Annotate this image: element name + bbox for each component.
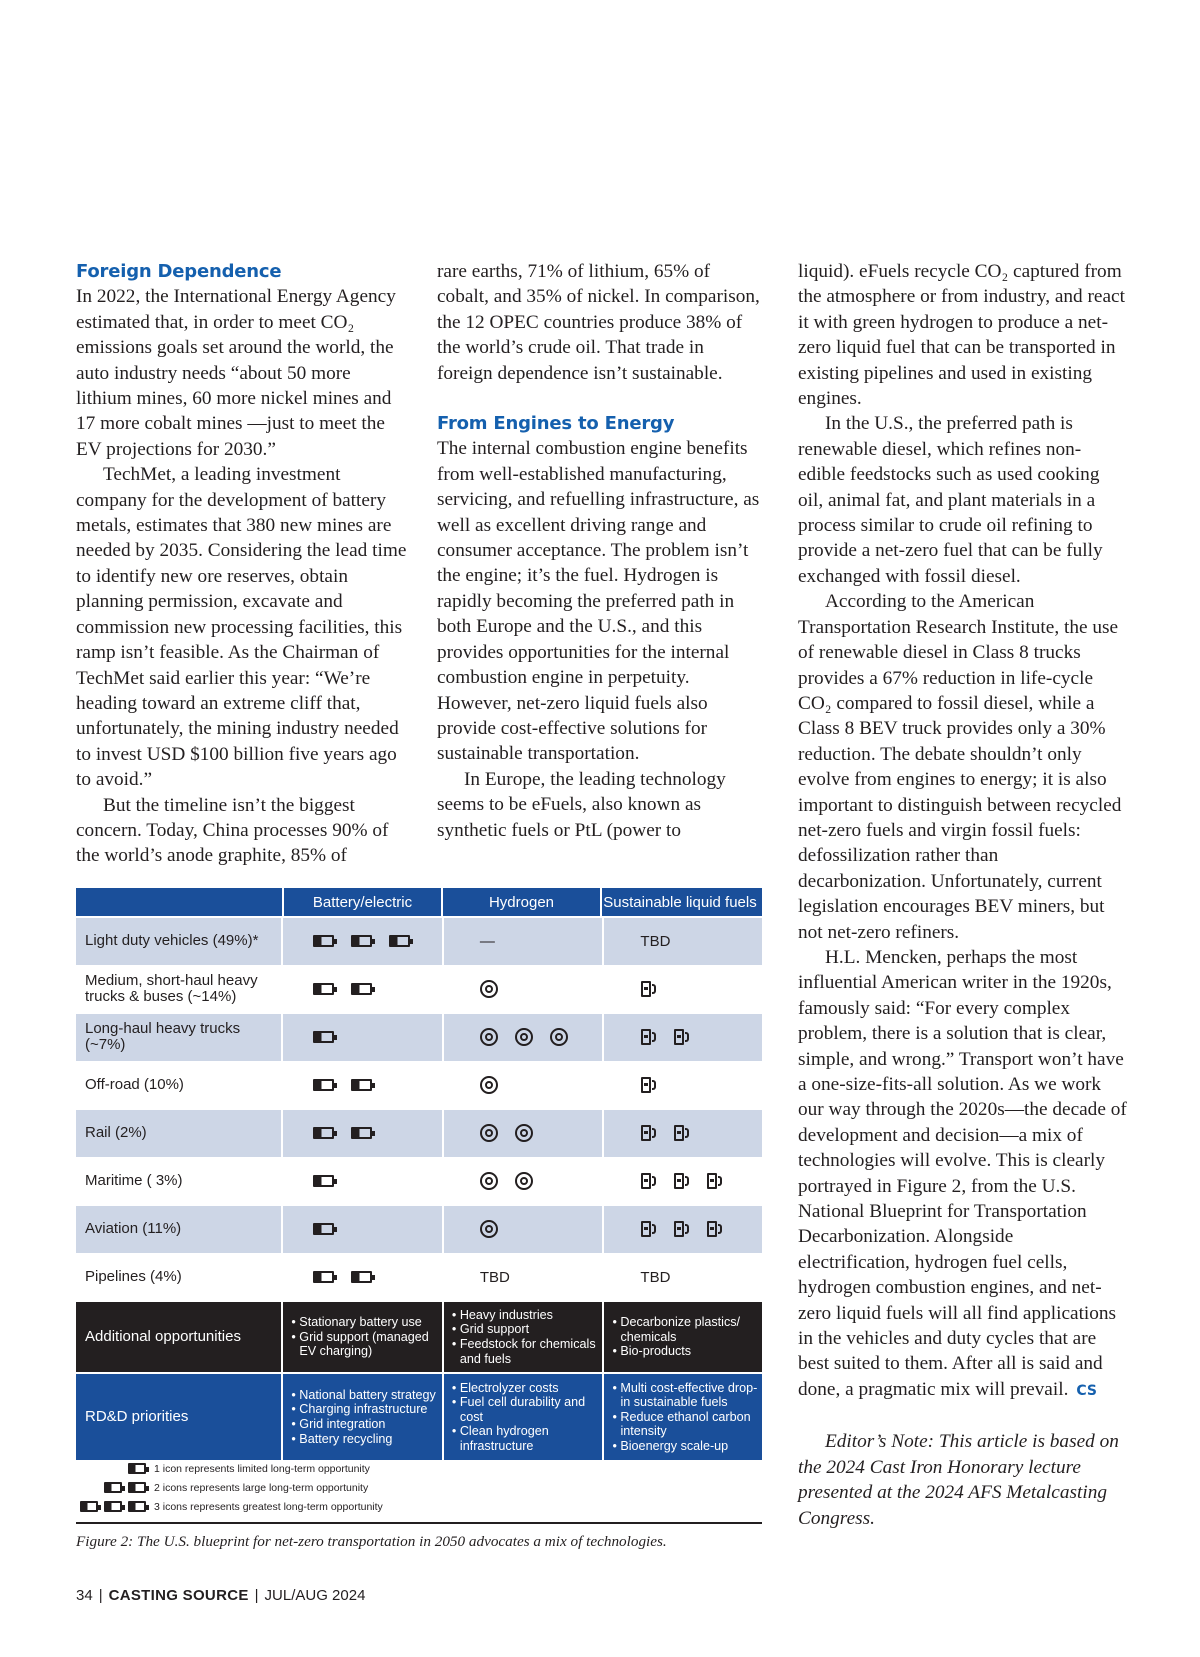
paragraph-continuation: rare earths, 71% of lithium, 65% of cobalt, and 35% of nickel. In comparison, the 12 OPEC countries produce 38% of the world’s crude oil. That trade in foreign dependence isn’t sustainable. [437, 261, 760, 384]
article-column-1 [76, 259, 410, 869]
section-heading-engines-to-energy: From Engines to Energy [437, 413, 675, 435]
fuel-pump-icon [673, 1220, 689, 1239]
legend-item [76, 1497, 762, 1516]
hydrogen-icon [480, 1124, 498, 1142]
battery-icon-group [313, 935, 410, 947]
cell-liquid [604, 918, 762, 965]
hydrogen-icon [480, 1172, 498, 1190]
table-row-rdd [76, 1374, 762, 1460]
row-label: Light duty vehicles (49%)* [76, 918, 281, 965]
legend-item [76, 1478, 762, 1497]
hydrogen-icon-group [480, 1076, 498, 1094]
fuel-pump-icon [673, 1028, 689, 1047]
footer-separator: | [254, 1587, 259, 1604]
list-item: • Fuel cell durability and cost [452, 1395, 599, 1424]
paragraph: The internal combustion engine benefits from well-established manufacturing, servicing, and refuelling infrastructure, as well as excellent driving range and consumer acceptance. The problem isn’t the engine; it’s the fuel. Hydrogen is rapidly becoming the preferred path in both Europe and the U.S., and this provides opportunities for the internal combustion engine in perpetuity. However, net-zero liquid fuels also provide cost-effective solutions for sustainable transportation. [437, 438, 760, 765]
liquid-icon-group [640, 1076, 656, 1095]
fuel-pump-icon [673, 1124, 689, 1143]
paragraph: In the U.S., the preferred path is renewable diesel, which refines non-edible feedstocks such as used cooking oil, animal fat, and plant materials in a process similar to crude oil refining to provide a net-zero fuel that can be fully exchanged with fossil diesel. [798, 413, 1103, 587]
paragraph-continued: In Europe, the leading technology seems to be eFuels, also known as synthetic fuels or PtL (power to [437, 768, 726, 841]
list-item: • Decarbonize plastics/ chemicals [612, 1315, 758, 1344]
figure-2-table [76, 888, 762, 1462]
battery-icon-group [313, 1175, 334, 1187]
paragraph-continued: But the timeline isn’t the biggest concern. Today, China processes 90% of the world’s anode graphite, 85% of [76, 794, 389, 867]
list-item: • Charging infrastructure [291, 1402, 435, 1417]
cell-battery [283, 1206, 442, 1253]
hydrogen-icon-group [480, 1172, 533, 1190]
liquid-icon-group [640, 1172, 722, 1191]
hydrogen-icon-group [480, 1124, 533, 1142]
table-header-row [76, 888, 762, 916]
table-row [76, 918, 762, 965]
opportunities-hydrogen [444, 1302, 603, 1372]
row-label: Maritime ( 3%) [76, 1158, 281, 1205]
list-item: • Heavy industries [452, 1308, 599, 1323]
fuel-pump-icon [673, 1172, 689, 1191]
cell-battery [283, 966, 442, 1013]
fuel-pump-icon [640, 1220, 656, 1239]
cell-hydrogen [444, 1158, 603, 1205]
list-item: • Bio-products [612, 1344, 758, 1359]
cell-battery [283, 918, 442, 965]
cell-hydrogen [444, 1254, 603, 1301]
paragraph [798, 945, 1128, 1404]
list-item: • Feedstock for chemicals and fuels [452, 1337, 599, 1366]
battery-icon-group [76, 1463, 146, 1474]
list-item: • Stationary battery use [291, 1315, 438, 1330]
row-label: Rail (2%) [76, 1110, 281, 1157]
fuel-pump-icon [706, 1172, 722, 1191]
opportunities-liquid [604, 1302, 762, 1372]
row-label: Pipelines (4%) [76, 1254, 281, 1301]
table-row [76, 966, 762, 1013]
row-label: Long-haul heavy trucks (~7%) [76, 1014, 281, 1061]
list-item: • Grid support (managed EV charging) [291, 1330, 438, 1359]
table-row [76, 1158, 762, 1205]
table-row [76, 1062, 762, 1109]
fuel-pump-icon [640, 1172, 656, 1191]
cell-text: TBD [640, 932, 671, 950]
rdd-liquid [604, 1374, 762, 1460]
fuel-pump-icon [640, 1076, 656, 1095]
list-item: • Clean hydrogen infrastructure [452, 1424, 599, 1453]
paragraph-continuation: liquid). eFuels recycle CO₂ captured from the atmosphere or from industry, and react it with green hydrogen to produce a net-zero liquid fuel that can be transported in existing pipelines and used in existing engines. [798, 261, 1125, 410]
battery-icon-group [313, 1031, 334, 1043]
row-label: Medium, short-haul heavy trucks & buses (~14%) [76, 966, 281, 1013]
cell-battery [283, 1062, 442, 1109]
legend-text: 3 icons represents greatest long-term opportunity [154, 1500, 383, 1513]
cell-hydrogen [444, 1062, 603, 1109]
fuel-pump-icon [706, 1220, 722, 1239]
paragraph-text: H.L. Mencken, perhaps the most influential American writer in the 1920s, famously said: “For every complex problem, there is a solution that is clear, simple, and wrong.” Transport won’t have a one-size-fits-all solution. As we work our way through the 2020s—the decade of development and decision—a mix of technologies will evolve. This is clearly portrayed in Figure 2, from the U.S. National Blueprint for Transportation Decarbonization. Alongside electrification, hydrogen fuel cells, hydrogen combustion engines, and net-zero liquid fuels will all find applications in the vehicles and duty cycles that are best suited to them. After all is said and done, a pragmatic mix will prevail. [798, 946, 1127, 1400]
battery-icon [351, 1271, 372, 1283]
list-item: • Bioenergy scale-up [612, 1439, 758, 1454]
issue-date: JUL/AUG 2024 [264, 1587, 366, 1604]
cell-battery [283, 1158, 442, 1205]
hydrogen-icon [550, 1028, 568, 1046]
paragraph: TechMet, a leading investment company for the development of battery metals, estimates that 380 new mines are needed by 2035. Considering the lead time to identify new ore reserves, obtain planning permission, excavate and commission new processing facilities, this ramp isn’t feasible. As the Chairman of TechMet said earlier this year: “We’re heading toward an extreme cliff that, unfortunately, the mining industry needed to invest USD $100 billion five years ago to avoid.” [76, 464, 407, 791]
battery-icon-group [313, 1223, 334, 1235]
header-hydrogen: Hydrogen [441, 888, 600, 916]
battery-icon [313, 983, 334, 995]
battery-icon [313, 935, 334, 947]
liquid-icon-group [640, 1220, 722, 1239]
battery-icon [104, 1482, 122, 1493]
cell-hydrogen [444, 966, 603, 1013]
table-row [76, 1206, 762, 1253]
battery-icon-group [76, 1482, 146, 1493]
battery-icon [128, 1463, 146, 1474]
battery-icon-group [76, 1501, 146, 1512]
list-item: • National battery strategy [291, 1388, 435, 1403]
table-row [76, 1110, 762, 1157]
hydrogen-icon [515, 1028, 533, 1046]
row-label: RD&D priorities [76, 1374, 281, 1460]
cell-hydrogen [444, 1206, 603, 1253]
opportunities-battery [283, 1302, 442, 1372]
caption-rule [76, 1522, 762, 1524]
cell-text: TBD [640, 1268, 671, 1286]
battery-icon [313, 1079, 334, 1091]
table-row-opportunities [76, 1302, 762, 1372]
rdd-battery [283, 1374, 442, 1460]
cell-hydrogen [444, 1110, 603, 1157]
hydrogen-icon [480, 1076, 498, 1094]
cell-text: TBD [479, 1268, 510, 1286]
figure-legend [76, 1459, 762, 1516]
cell-liquid [604, 1062, 762, 1109]
liquid-icon-group [640, 980, 656, 999]
paragraph: According to the American Transportation Research Institute, the use of renewable diesel in Class 8 trucks provides a 67% reduction in life-cycle CO₂ compared to fossil diesel, while a Class 8 BEV truck provides only a 30% reduction. The debate shouldn’t only evolve from engines to energy; it is also important to distinguish between recycled net-zero fuels and virgin fossil fuels: defossilization rather than decarbonization. Unfortunately, current legislation encourages BEV miners, but not net-zero refiners. [798, 591, 1122, 943]
cell-battery [283, 1110, 442, 1157]
battery-icon [313, 1127, 334, 1139]
battery-icon [104, 1501, 122, 1512]
battery-icon [313, 1223, 334, 1235]
list-item: • Battery recycling [291, 1432, 435, 1447]
paragraph: In 2022, the International Energy Agency estimated that, in order to meet CO₂ emissions goals set around the world, the auto industry needs “about 50 more lithium mines, 60 more nickel mines and 17 more cobalt mines —just to meet the EV projections for 2030.” [76, 286, 396, 460]
hydrogen-icon [515, 1172, 533, 1190]
battery-icon-group [313, 1079, 372, 1091]
row-label: Additional opportunities [76, 1302, 281, 1372]
article-column-2 [437, 259, 762, 843]
page-number: 34 [76, 1587, 93, 1604]
editors-note: Editor’s Note: This article is based on the 2024 Cast Iron Honorary lecture presented at the 2024 AFS Metalcasting Congress. [798, 1431, 1119, 1529]
liquid-icon-group [640, 1124, 689, 1143]
hydrogen-icon-group [480, 1220, 498, 1238]
page-footer [76, 1587, 365, 1604]
battery-icon [351, 1127, 372, 1139]
legend-item [76, 1459, 762, 1478]
battery-icon [313, 1175, 334, 1187]
hydrogen-icon-group [480, 1028, 568, 1046]
legend-text: 2 icons represents large long-term opportunity [154, 1481, 369, 1494]
hydrogen-icon [515, 1124, 533, 1142]
fuel-pump-icon [640, 1124, 656, 1143]
list-item: • Grid support [452, 1322, 599, 1337]
cell-battery [283, 1014, 442, 1061]
battery-icon [351, 935, 372, 947]
hydrogen-icon [480, 980, 498, 998]
row-label: Aviation (11%) [76, 1206, 281, 1253]
figure-caption: Figure 2: The U.S. blueprint for net-zero transportation in 2050 advocates a mix of technologies. [76, 1533, 667, 1550]
row-label: Off-road (10%) [76, 1062, 281, 1109]
hydrogen-icon-group [480, 980, 498, 998]
section-heading-foreign-dependence: Foreign Dependence [76, 261, 282, 282]
list-item: • Electrolyzer costs [452, 1381, 599, 1396]
article-column-3 [798, 259, 1128, 1531]
fuel-pump-icon [640, 1028, 656, 1047]
battery-icon-group [313, 1127, 372, 1139]
cell-text: — [479, 932, 495, 950]
header-battery: Battery/electric [282, 888, 441, 916]
battery-icon [128, 1501, 146, 1512]
footer-separator: | [98, 1587, 103, 1604]
battery-icon-group [313, 1271, 372, 1283]
cell-hydrogen [444, 918, 603, 965]
liquid-icon-group [640, 1028, 689, 1047]
battery-icon [389, 935, 410, 947]
list-item: • Multi cost-effective drop-in sustainable fuels [612, 1381, 758, 1410]
battery-icon-group [313, 983, 372, 995]
cell-liquid [604, 1110, 762, 1157]
cell-liquid [604, 1158, 762, 1205]
battery-icon [351, 983, 372, 995]
battery-icon [351, 1079, 372, 1091]
table-body [76, 918, 762, 1301]
legend-text: 1 icon represents limited long-term opportunity [154, 1462, 370, 1475]
list-item: • Grid integration [291, 1417, 435, 1432]
hydrogen-icon [480, 1220, 498, 1238]
cell-liquid [604, 966, 762, 1013]
magazine-name: CASTING SOURCE [108, 1587, 249, 1604]
cell-liquid [604, 1206, 762, 1253]
cell-liquid [604, 1014, 762, 1061]
fuel-pump-icon [640, 980, 656, 999]
cell-liquid [604, 1254, 762, 1301]
table-row [76, 1014, 762, 1061]
rdd-hydrogen [444, 1374, 603, 1460]
battery-icon [128, 1482, 146, 1493]
battery-icon [313, 1271, 334, 1283]
header-blank [76, 888, 282, 916]
header-liquid-fuels: Sustainable liquid fuels [600, 888, 758, 916]
hydrogen-icon [480, 1028, 498, 1046]
battery-icon [313, 1031, 334, 1043]
cell-battery [283, 1254, 442, 1301]
list-item: • Reduce ethanol carbon intensity [612, 1410, 758, 1439]
cell-hydrogen [444, 1014, 603, 1061]
table-row [76, 1254, 762, 1301]
battery-icon [80, 1501, 98, 1512]
end-mark: CS [1076, 1382, 1098, 1399]
